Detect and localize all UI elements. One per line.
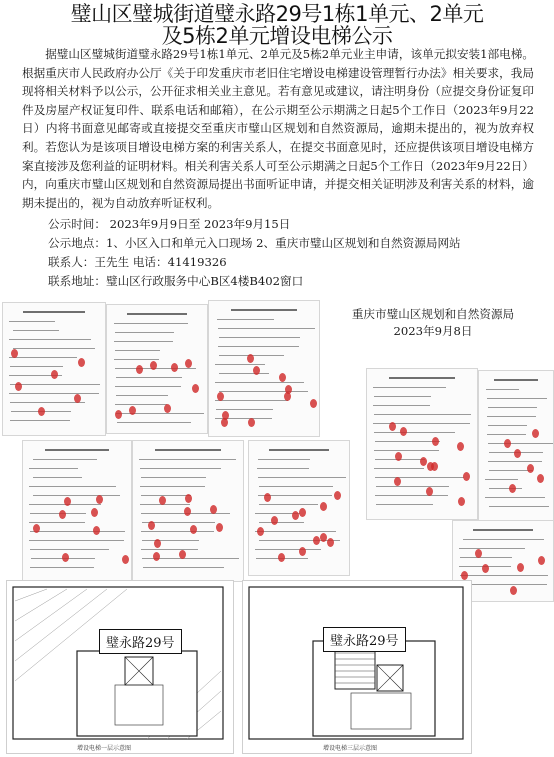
fingerprint-mark <box>62 553 69 562</box>
form-text-line <box>217 319 274 320</box>
consent-form-scan-2 <box>106 304 208 434</box>
fingerprint-mark <box>185 494 192 503</box>
form-header-line <box>127 313 187 315</box>
fingerprint-mark <box>93 526 100 535</box>
form-text-line <box>459 548 525 549</box>
fingerprint-mark <box>527 464 534 473</box>
fingerprint-mark <box>320 533 327 542</box>
floor-plan-1-drawing <box>7 581 233 753</box>
fingerprint-mark <box>389 422 396 431</box>
fingerprint-mark <box>482 564 489 573</box>
form-header-line <box>389 377 455 379</box>
fingerprint-mark <box>510 586 517 595</box>
notice-contact: 联系人：王先生 电话：41419326 <box>48 255 227 269</box>
form-text-line <box>259 522 304 523</box>
form-text-line <box>29 540 124 541</box>
fingerprint-mark <box>38 407 45 416</box>
notice-place: 公示地点：1、小区入口和单元入口现场 2、重庆市璧山区规划和自然资源局网站 <box>48 236 461 250</box>
floor-plan-level-1 <box>6 580 234 754</box>
form-text-line <box>259 504 318 505</box>
fingerprint-mark <box>78 358 85 367</box>
consent-form-scan-3 <box>208 300 320 437</box>
form-text-line <box>140 486 205 487</box>
form-text-line <box>215 364 265 365</box>
fingerprint-mark <box>426 487 433 496</box>
fingerprint-mark <box>192 384 199 393</box>
form-text-line <box>140 468 221 469</box>
form-header-line <box>45 449 110 451</box>
building-label-left: 璧永路29号 <box>99 629 182 654</box>
form-text-line <box>486 389 519 390</box>
fingerprint-mark <box>247 354 254 363</box>
form-text-line <box>9 321 55 322</box>
fingerprint-mark <box>299 547 306 556</box>
fingerprint-mark <box>457 442 464 451</box>
form-text-line <box>10 384 100 385</box>
form-text-line <box>116 377 182 378</box>
fingerprint-mark <box>148 521 155 530</box>
form-text-line <box>485 479 518 480</box>
form-text-line <box>376 504 433 505</box>
fingerprint-mark <box>33 524 40 533</box>
form-text-line <box>33 459 97 460</box>
form-text-line <box>219 373 269 374</box>
owner-signature-table-scan <box>366 368 478 520</box>
form-header-line <box>23 311 84 313</box>
form-text-line <box>219 391 308 392</box>
form-text-line <box>9 339 91 340</box>
form-text-line <box>488 443 553 444</box>
form-text-line <box>9 393 99 394</box>
form-text-line <box>13 348 95 349</box>
form-text-line <box>143 567 224 568</box>
fingerprint-mark <box>64 497 71 506</box>
form-text-line <box>374 414 471 415</box>
form-text-line <box>257 468 309 469</box>
fingerprint-mark <box>159 496 166 505</box>
fingerprint-mark <box>51 370 58 379</box>
fingerprint-mark <box>517 563 524 572</box>
form-text-line <box>487 398 547 399</box>
consent-form-scan-4 <box>22 440 132 582</box>
form-text-line <box>489 506 549 507</box>
form-text-line <box>374 450 439 451</box>
fingerprint-mark <box>395 452 402 461</box>
form-text-line <box>489 488 522 489</box>
form-text-line <box>116 395 168 396</box>
fingerprint-mark <box>285 385 292 394</box>
fingerprint-mark <box>461 571 468 580</box>
fingerprint-mark <box>400 427 407 436</box>
form-text-line <box>487 434 526 435</box>
fingerprint-mark <box>154 539 161 548</box>
form-text-line <box>30 531 125 532</box>
fingerprint-mark <box>420 457 427 466</box>
form-text-line <box>30 567 94 568</box>
form-text-line <box>375 441 440 442</box>
notice-time: 公示时间： 2023年9月9日至 2023年9月15日 <box>48 217 291 231</box>
form-text-line <box>33 495 120 496</box>
form-text-line <box>215 400 288 401</box>
fingerprint-mark <box>257 527 264 536</box>
form-text-line <box>13 330 59 331</box>
form-text-line <box>114 323 188 324</box>
form-text-line <box>215 382 304 383</box>
form-text-line <box>460 575 548 576</box>
form-text-line <box>258 459 310 460</box>
fingerprint-mark <box>514 449 521 458</box>
form-text-line <box>373 405 430 406</box>
form-text-line <box>373 387 446 388</box>
fingerprint-mark <box>310 399 317 408</box>
fingerprint-mark <box>327 538 334 547</box>
issuer-org: 重庆市璧山区规划和自然资源局 <box>351 307 515 321</box>
form-text-line <box>29 486 116 487</box>
notice-address: 联系地址：璧山区行政服务中心B区4楼B402窗口 <box>48 274 304 288</box>
form-text-line <box>487 416 536 417</box>
fingerprint-mark <box>184 507 191 516</box>
fingerprint-mark <box>458 497 465 506</box>
fingerprint-mark <box>91 508 98 517</box>
form-text-line <box>259 486 333 487</box>
form-text-line <box>29 468 78 469</box>
form-text-line <box>218 328 315 329</box>
form-text-line <box>140 504 190 505</box>
form-text-line <box>9 357 77 358</box>
form-text-line <box>488 461 542 462</box>
issuer-date: 2023年9月8日 <box>393 324 473 338</box>
notice-title-line1: 璧山区璧城街道璧永路29号1栋1单元、2单元 <box>70 2 484 26</box>
form-text-line <box>30 549 109 550</box>
form-text-line <box>115 386 181 387</box>
form-text-line <box>29 522 85 523</box>
fingerprint-mark <box>292 511 299 520</box>
fingerprint-mark <box>299 508 306 517</box>
form-text-line <box>141 549 198 550</box>
consent-form-scan-6 <box>248 440 350 576</box>
fingerprint-mark <box>504 439 511 448</box>
form-text-line <box>117 422 191 423</box>
form-text-line <box>485 497 545 498</box>
issuer-block <box>328 306 538 340</box>
form-text-line <box>488 425 527 426</box>
notice-title-line2: 及5栋2单元增设电梯公示 <box>161 24 393 48</box>
fingerprint-mark <box>313 536 320 545</box>
form-text-line <box>218 346 299 347</box>
form-header-line <box>155 449 221 451</box>
form-text-line <box>115 332 174 333</box>
form-text-line <box>141 477 206 478</box>
form-text-line <box>375 477 464 478</box>
fingerprint-mark <box>96 495 103 504</box>
form-text-line <box>374 468 424 469</box>
form-text-line <box>459 584 547 585</box>
fingerprint-mark <box>115 410 122 419</box>
form-text-line <box>142 540 199 541</box>
form-text-line <box>115 404 167 405</box>
fingerprint-mark <box>475 549 482 558</box>
form-text-line <box>141 531 214 532</box>
fingerprint-mark <box>278 553 285 562</box>
fingerprint-mark <box>248 418 255 427</box>
form-text-line <box>376 486 449 487</box>
fingerprint-mark <box>320 502 327 511</box>
form-text-line <box>114 341 173 342</box>
form-header-line <box>231 309 297 311</box>
floor-plan-3-drawing <box>243 581 471 753</box>
owner-signature-table-scan-2 <box>478 370 554 522</box>
form-text-line <box>114 359 159 360</box>
fingerprint-mark <box>264 493 271 502</box>
form-header-line <box>473 529 533 531</box>
form-text-line <box>373 423 470 424</box>
fingerprint-mark <box>394 477 401 486</box>
form-text-line <box>255 531 336 532</box>
notice-paragraph: 据璧山区璧城街道璧永路29号1栋1单元、2单元及5栋2单元业主申请，该单元拟安装1部电梯。根据重庆市人民政府办公厅《关于印发重庆市老旧住宅增设电梯建设管理暂行办法》相关要求，我局现将相关材料予以公示，公开征求相关业主意见。若有意见或建议，请注明身份（应提交身份证复印件及房屋产权证复印件、联系电话和邮箱），在公示期至公示期满之日起5个工作日（2023年9月22日）内将书面意见邮寄或直接提交至重庆市璧山区规划和自然资源局，逾期未提出的，视为放弃权利。若您认为是该项目增设电梯方案的利害关系人，在提交书面意见时，还应提供该项目增设电梯方案直接涉及您利益的证明材料。相关利害关系人可至公示期满之日起5个工作日（2023年9月22日）内，向重庆市璧山区规划和自然资源局提出书面听证申请，并提交相关证明涉及利害关系的材料，逾期未提出的，视为自动放弃听证权利。 <box>22 47 534 210</box>
form-text-line <box>141 495 191 496</box>
form-text-line <box>258 477 346 478</box>
fingerprint-mark <box>538 556 545 565</box>
fingerprint-mark <box>334 491 341 500</box>
plan-caption-right: 增设电梯三层示意图 <box>323 745 378 752</box>
form-header-line <box>269 449 329 451</box>
fingerprint-mark <box>190 525 197 534</box>
fingerprint-mark <box>279 373 286 382</box>
fingerprint-mark <box>532 429 539 438</box>
fingerprint-mark <box>136 365 143 374</box>
fingerprint-mark <box>171 363 178 372</box>
form-text-line <box>255 549 321 550</box>
form-text-line <box>488 407 537 408</box>
form-text-line <box>460 557 512 558</box>
form-text-line <box>374 432 455 433</box>
form-text-line <box>375 495 448 496</box>
building-label-right: 璧永路29号 <box>323 627 406 652</box>
form-text-line <box>463 539 544 540</box>
fingerprint-mark <box>463 472 470 481</box>
fingerprint-mark <box>432 437 439 446</box>
consent-form-scan-1 <box>2 302 106 436</box>
consent-form-scan-5 <box>132 440 244 582</box>
form-text-line <box>33 477 82 478</box>
fingerprint-mark <box>59 510 66 519</box>
form-header-line <box>494 379 538 381</box>
notice-body <box>22 45 534 212</box>
form-text-line <box>374 396 431 397</box>
form-text-line <box>115 350 160 351</box>
fingerprint-mark <box>15 382 22 391</box>
fingerprint-mark <box>216 523 223 532</box>
fingerprint-mark <box>164 404 171 413</box>
fingerprint-mark <box>509 484 516 493</box>
form-text-line <box>216 409 273 410</box>
fingerprint-mark <box>153 552 160 561</box>
form-text-line <box>10 402 85 403</box>
fingerprint-mark <box>427 462 434 471</box>
plan-caption-left: 增设电梯一层示意图 <box>77 745 132 752</box>
form-text-line <box>10 420 70 421</box>
fingerprint-mark <box>271 516 278 525</box>
fingerprint-mark <box>185 359 192 368</box>
fingerprint-mark <box>122 555 129 564</box>
form-text-line <box>10 366 63 367</box>
form-text-line <box>139 459 236 460</box>
fingerprint-mark <box>210 505 217 514</box>
floor-plan-level-3 <box>242 580 472 754</box>
fingerprint-mark <box>179 550 186 559</box>
fingerprint-mark <box>537 474 544 483</box>
form-text-line <box>219 337 300 338</box>
